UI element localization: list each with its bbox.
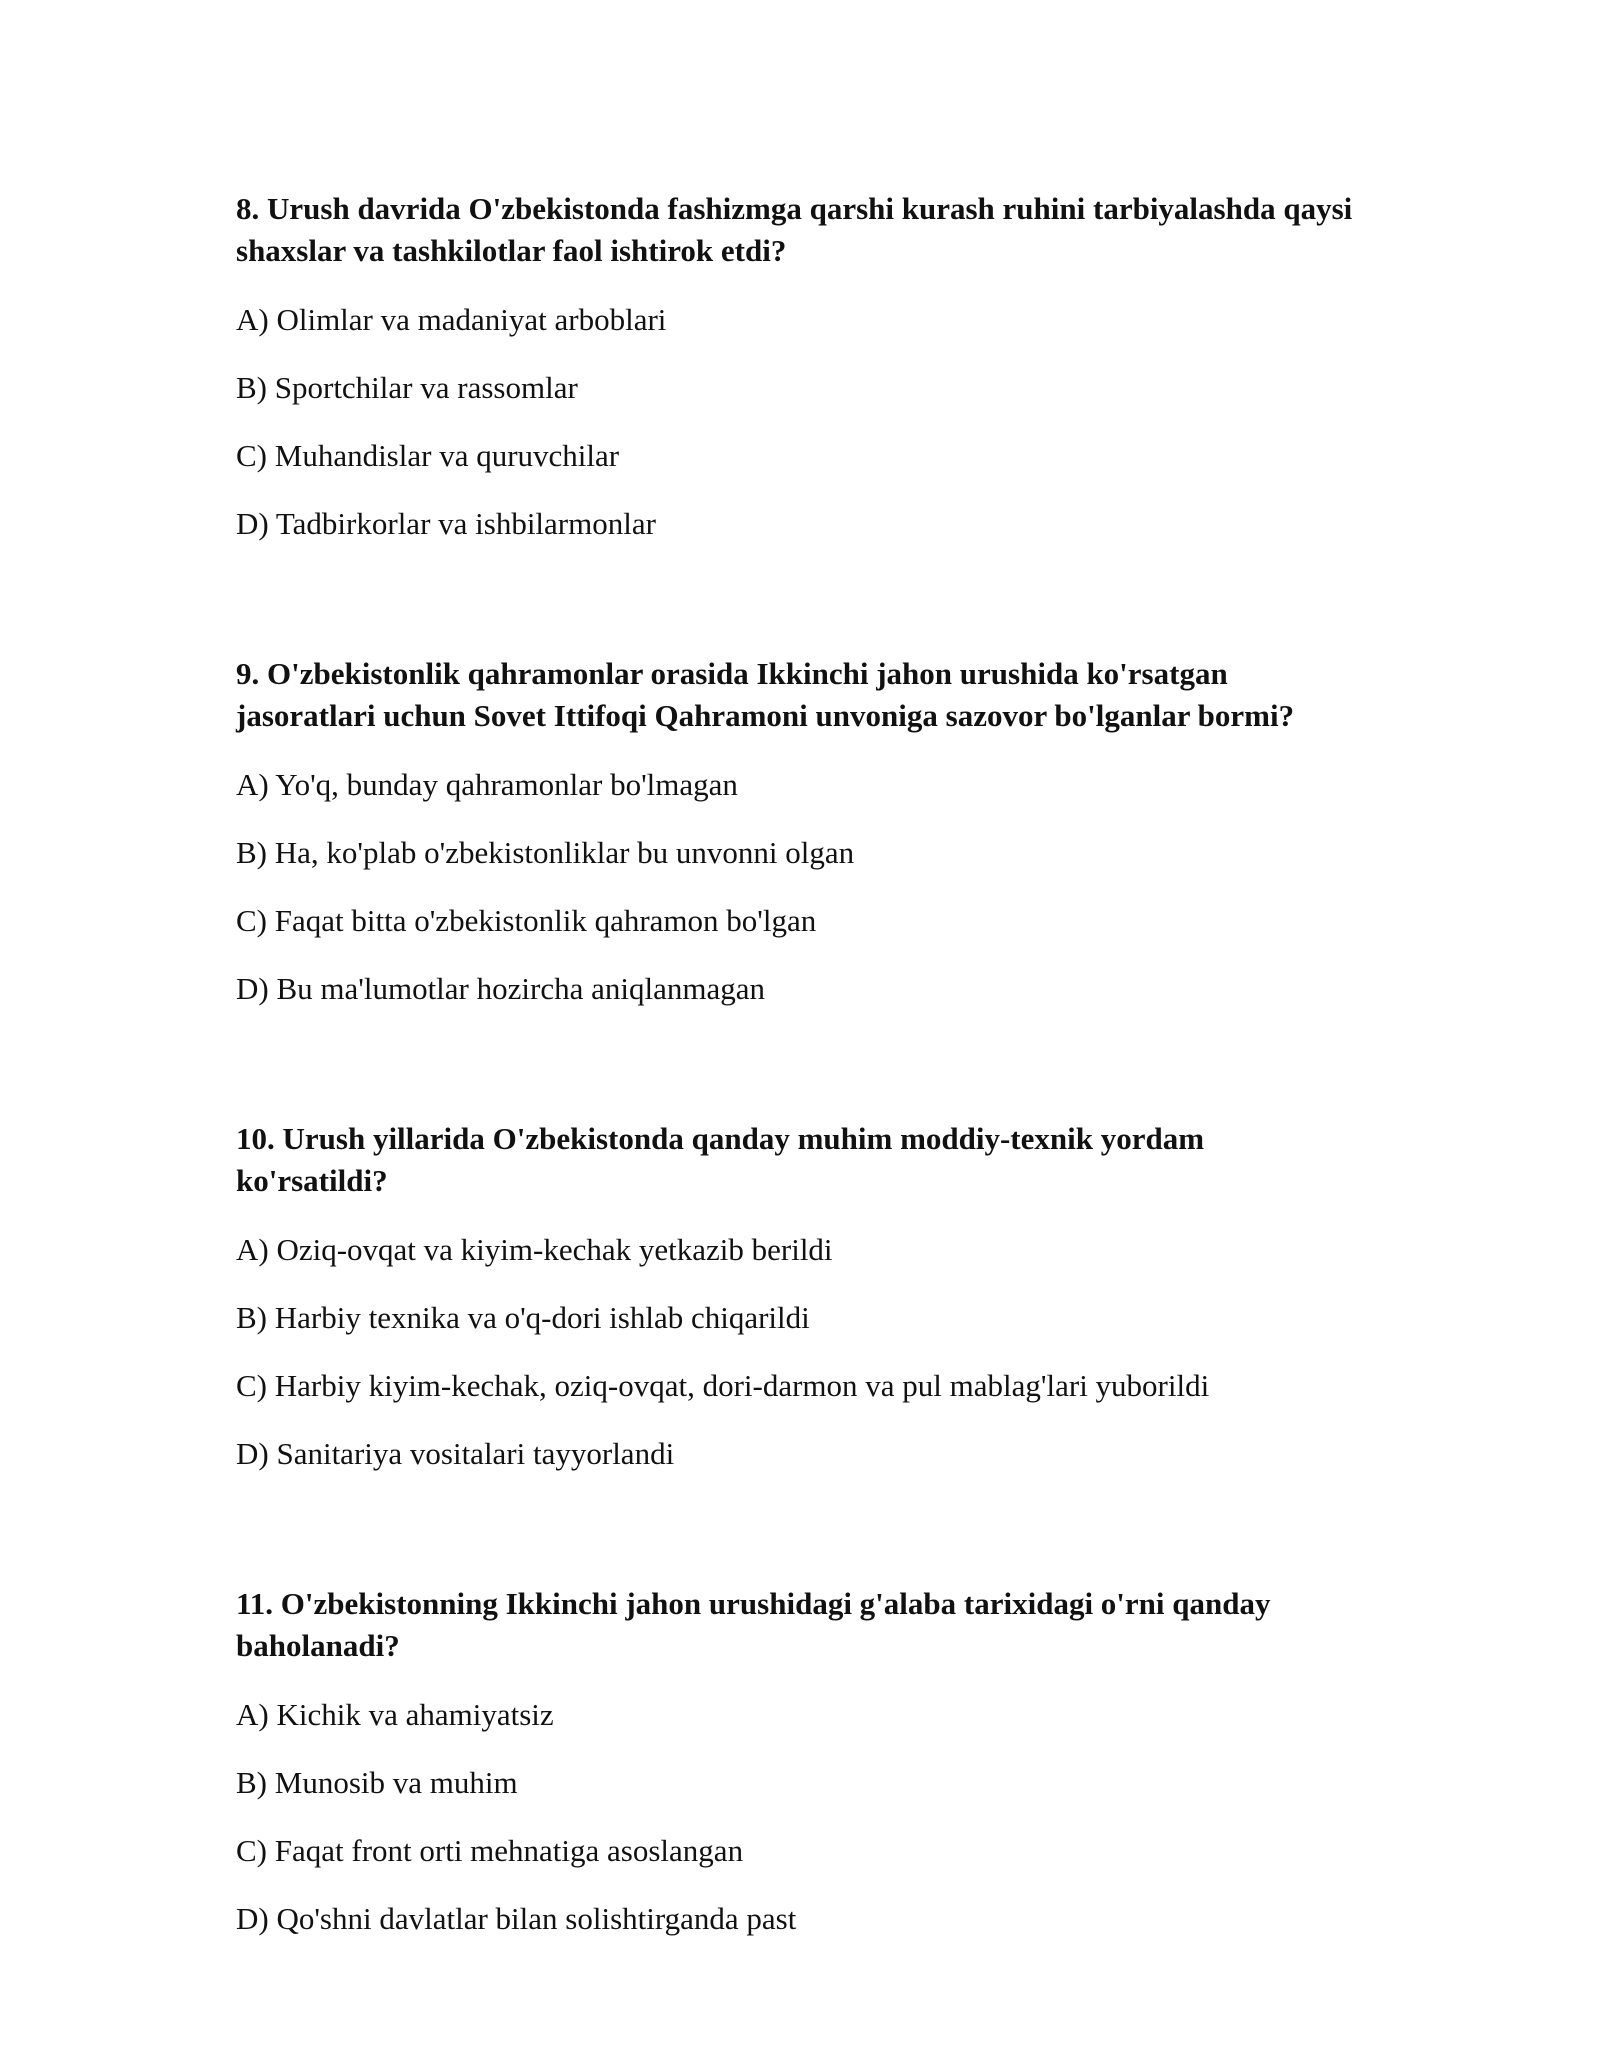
question-10 xyxy=(236,1118,1356,1475)
question-title: 10. Urush yillarida O'zbekistonda qanday muhim moddiy-texnik yordam ko'rsatildi? xyxy=(236,1121,1205,1198)
answer-option-b: B) Munosib va muhim xyxy=(236,1765,518,1800)
question-9 xyxy=(236,653,1356,1010)
answer-option-d: D) Qo'shni davlatlar bilan solishtirganda past xyxy=(236,1901,797,1936)
answer-option-c: C) Faqat front orti mehnatiga asoslangan xyxy=(236,1833,744,1868)
question-title: 11. O'zbekistonning Ikkinchi jahon urushidagi g'alaba tarixidagi o'rni qanday baholanadi? xyxy=(236,1586,1271,1663)
answer-option-c: C) Faqat bitta o'zbekistonlik qahramon bo'lgan xyxy=(236,903,817,938)
answer-options xyxy=(236,1694,1356,1940)
document-page xyxy=(236,188,1356,1940)
answer-option-a: A) Oziq-ovqat va kiyim-kechak yetkazib berildi xyxy=(236,1232,833,1267)
answer-option-a: A) Yo'q, bunday qahramonlar bo'lmagan xyxy=(236,767,738,802)
answer-option-b: B) Ha, ko'plab o'zbekistonliklar bu unvonni olgan xyxy=(236,835,855,870)
question-title: 8. Urush davrida O'zbekistonda fashizmga qarshi kurash ruhini tarbiyalashda qaysi shaxslar va tashkilotlar faol ishtirok etdi? xyxy=(236,191,1353,268)
question-8 xyxy=(236,188,1356,545)
question-title: 9. O'zbekistonlik qahramonlar orasida Ikkinchi jahon urushida ko'rsatgan jasoratlari uchun Sovet Ittifoqi Qahramoni unvoniga sazovor bo'lganlar bormi? xyxy=(236,656,1295,733)
answer-options xyxy=(236,764,1356,1010)
answer-option-d: D) Bu ma'lumotlar hozircha aniqlanmagan xyxy=(236,971,765,1006)
answer-option-b: B) Sportchilar va rassomlar xyxy=(236,370,578,405)
answer-option-d: D) Tadbirkorlar va ishbilarmonlar xyxy=(236,506,656,541)
answer-options xyxy=(236,299,1356,545)
answer-option-d: D) Sanitariya vositalari tayyorlandi xyxy=(236,1436,675,1471)
answer-options xyxy=(236,1229,1356,1475)
answer-option-a: A) Kichik va ahamiyatsiz xyxy=(236,1697,554,1732)
answer-option-b: B) Harbiy texnika va o'q-dori ishlab chiqarildi xyxy=(236,1300,810,1335)
answer-option-c: C) Harbiy kiyim-kechak, oziq-ovqat, dori-darmon va pul mablag'lari yuborildi xyxy=(236,1368,1210,1403)
answer-option-a: A) Olimlar va madaniyat arboblari xyxy=(236,302,667,337)
question-11 xyxy=(236,1583,1356,1940)
answer-option-c: C) Muhandislar va quruvchilar xyxy=(236,438,620,473)
